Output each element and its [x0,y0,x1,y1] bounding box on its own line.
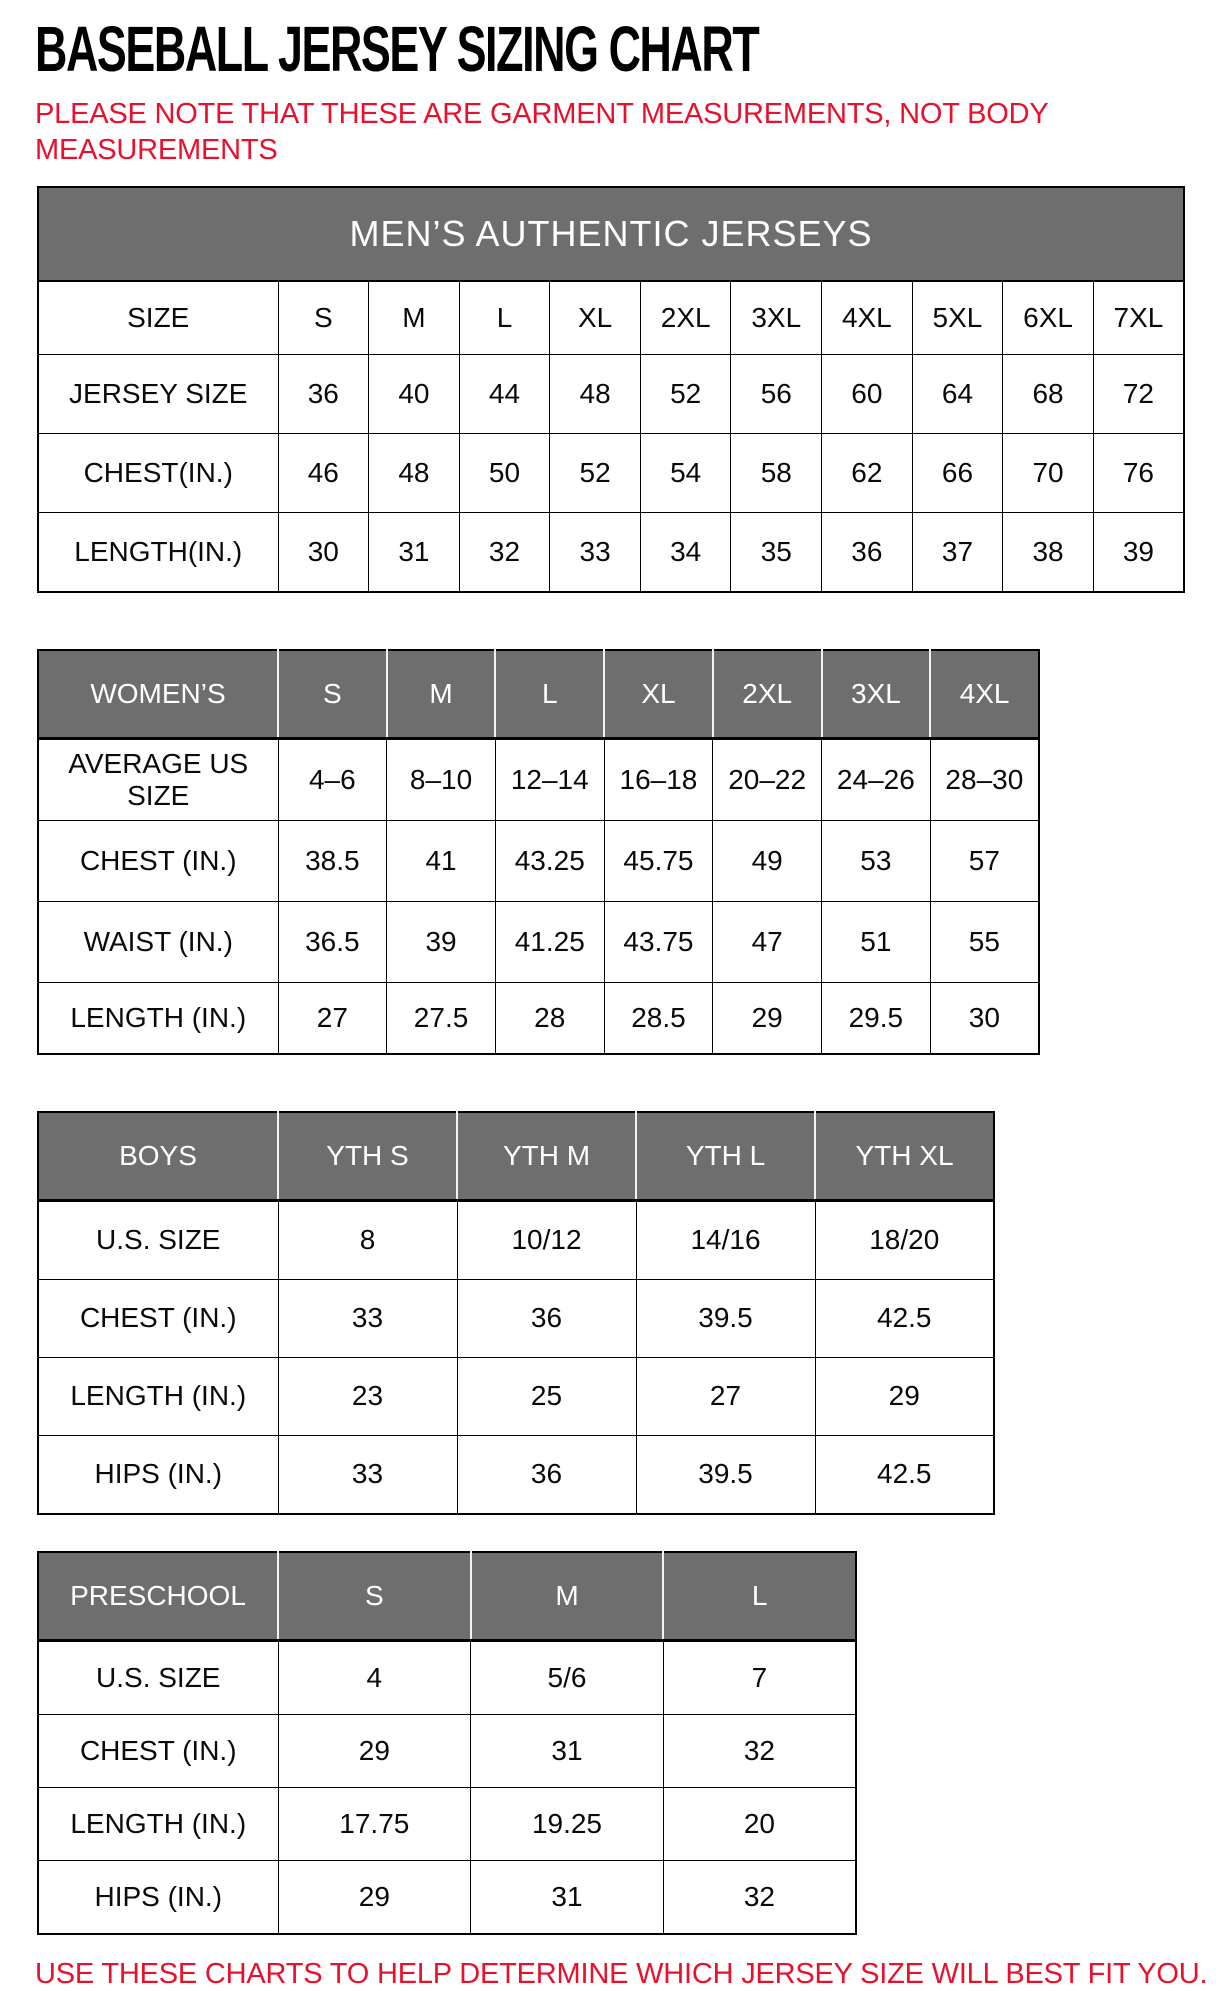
mens-size-column-header: S [278,281,369,355]
boys-row-label: U.S. SIZE [38,1201,278,1280]
preschool-header-row [38,1552,856,1641]
womens-value-cell: 27.5 [387,983,496,1055]
preschool-value-cell: 31 [471,1861,664,1935]
mens-value-cell: 44 [459,355,550,434]
womens-corner-label: WOMEN’S [38,650,278,739]
preschool-corner-label: PRESCHOOL [38,1552,278,1641]
preschool-value-cell: 32 [663,1861,856,1935]
mens-value-cell: 38 [1003,513,1094,593]
preschool-data-row [38,1641,856,1715]
womens-value-cell: 41 [387,821,496,902]
mens-value-cell: 46 [278,434,369,513]
womens-value-cell: 55 [930,902,1039,983]
womens-value-cell: 12–14 [495,739,604,821]
mens-value-cell: 35 [731,513,822,593]
mens-value-cell: 70 [1003,434,1094,513]
womens-value-cell: 49 [713,821,822,902]
womens-value-cell: 27 [278,983,387,1055]
womens-value-cell: 39 [387,902,496,983]
mens-size-column-header: M [369,281,460,355]
womens-data-row [38,983,1039,1055]
boys-value-cell: 36 [457,1436,636,1515]
boys-value-cell: 39.5 [636,1280,815,1358]
womens-size-column-header: 4XL [930,650,1039,739]
boys-value-cell: 14/16 [636,1201,815,1280]
womens-value-cell: 38.5 [278,821,387,902]
preschool-size-column-header: L [663,1552,856,1641]
mens-value-cell: 50 [459,434,550,513]
mens-value-cell: 72 [1093,355,1184,434]
boys-sizing-table [37,1111,995,1515]
womens-row-label: WAIST (IN.) [38,902,278,983]
mens-value-cell: 34 [640,513,731,593]
mens-value-cell: 48 [369,434,460,513]
mens-value-cell: 31 [369,513,460,593]
mens-size-column-header: 6XL [1003,281,1094,355]
boys-value-cell: 25 [457,1358,636,1436]
boys-row-label: LENGTH (IN.) [38,1358,278,1436]
mens-value-cell: 30 [278,513,369,593]
mens-size-column-header: 2XL [640,281,731,355]
preschool-value-cell: 19.25 [471,1788,664,1861]
womens-value-cell: 36.5 [278,902,387,983]
boys-data-row [38,1358,994,1436]
boys-size-column-header: YTH M [457,1112,636,1201]
mens-banner-title: MEN’S AUTHENTIC JERSEYS [38,187,1184,281]
mens-row-label: JERSEY SIZE [38,355,278,434]
womens-size-column-header: S [278,650,387,739]
boys-value-cell: 36 [457,1280,636,1358]
mens-value-cell: 64 [912,355,1003,434]
womens-value-cell: 47 [713,902,822,983]
mens-value-cell: 60 [822,355,913,434]
boys-size-column-header: YTH L [636,1112,815,1201]
womens-row-label: LENGTH (IN.) [38,983,278,1055]
womens-value-cell: 53 [822,821,931,902]
womens-value-cell: 45.75 [604,821,713,902]
boys-row-label: HIPS (IN.) [38,1436,278,1515]
boys-value-cell: 18/20 [815,1201,994,1280]
womens-value-cell: 20–22 [713,739,822,821]
mens-value-cell: 66 [912,434,1003,513]
boys-value-cell: 10/12 [457,1201,636,1280]
mens-size-column-header: XL [550,281,641,355]
mens-value-cell: 62 [822,434,913,513]
womens-row-label: CHEST (IN.) [38,821,278,902]
womens-size-column-header: XL [604,650,713,739]
preschool-value-cell: 5/6 [471,1641,664,1715]
mens-value-cell: 40 [369,355,460,434]
boys-value-cell: 33 [278,1280,457,1358]
mens-row-label: CHEST(IN.) [38,434,278,513]
preschool-data-row [38,1788,856,1861]
womens-size-column-header: 2XL [713,650,822,739]
womens-value-cell: 29.5 [822,983,931,1055]
mens-row-label: LENGTH(IN.) [38,513,278,593]
womens-value-cell: 41.25 [495,902,604,983]
boys-value-cell: 8 [278,1201,457,1280]
boys-value-cell: 39.5 [636,1436,815,1515]
note-line-1: PLEASE NOTE THAT THESE ARE GARMENT MEASUREMENTS, NOT BODY [35,98,1049,130]
mens-value-cell: 36 [278,355,369,434]
womens-sizing-table [37,649,1040,1055]
mens-value-cell: 52 [550,434,641,513]
womens-data-row [38,739,1039,821]
womens-size-column-header: L [495,650,604,739]
womens-value-cell: 8–10 [387,739,496,821]
mens-banner-row [38,187,1184,281]
womens-value-cell: 28.5 [604,983,713,1055]
womens-size-column-header: M [387,650,496,739]
boys-value-cell: 27 [636,1358,815,1436]
boys-value-cell: 42.5 [815,1280,994,1358]
mens-size-column-header: 4XL [822,281,913,355]
mens-size-column-header: 7XL [1093,281,1184,355]
mens-value-cell: 76 [1093,434,1184,513]
mens-size-column-header: 3XL [731,281,822,355]
boys-data-row [38,1280,994,1358]
boys-value-cell: 33 [278,1436,457,1515]
boys-row-label: CHEST (IN.) [38,1280,278,1358]
boys-data-row [38,1201,994,1280]
preschool-value-cell: 31 [471,1715,664,1788]
womens-header-row [38,650,1039,739]
boys-value-cell: 29 [815,1358,994,1436]
boys-value-cell: 23 [278,1358,457,1436]
mens-value-cell: 68 [1003,355,1094,434]
garment-measurements-note [35,96,1185,168]
preschool-value-cell: 7 [663,1641,856,1715]
mens-value-cell: 54 [640,434,731,513]
boys-size-column-header: YTH S [278,1112,457,1201]
mens-data-row [38,513,1184,593]
preschool-value-cell: 17.75 [278,1788,471,1861]
preschool-value-cell: 29 [278,1861,471,1935]
womens-value-cell: 4–6 [278,739,387,821]
preschool-value-cell: 20 [663,1788,856,1861]
womens-value-cell: 29 [713,983,822,1055]
mens-corner-label: SIZE [38,281,278,355]
preschool-data-row [38,1715,856,1788]
womens-value-cell: 24–26 [822,739,931,821]
boys-corner-label: BOYS [38,1112,278,1201]
womens-value-cell: 51 [822,902,931,983]
preschool-data-row [38,1861,856,1935]
mens-size-column-header: 5XL [912,281,1003,355]
mens-value-cell: 48 [550,355,641,434]
preschool-value-cell: 4 [278,1641,471,1715]
mens-value-cell: 52 [640,355,731,434]
mens-value-cell: 36 [822,513,913,593]
womens-value-cell: 57 [930,821,1039,902]
mens-data-row [38,434,1184,513]
mens-value-cell: 56 [731,355,822,434]
womens-value-cell: 28 [495,983,604,1055]
womens-value-cell: 30 [930,983,1039,1055]
boys-data-row [38,1436,994,1515]
mens-authentic-jerseys-table [37,186,1185,593]
womens-data-row [38,902,1039,983]
mens-value-cell: 33 [550,513,641,593]
preschool-size-column-header: S [278,1552,471,1641]
womens-value-cell: 16–18 [604,739,713,821]
boys-header-row [38,1112,994,1201]
note-line-2: MEASUREMENTS [35,134,278,166]
preschool-value-cell: 32 [663,1715,856,1788]
boys-value-cell: 42.5 [815,1436,994,1515]
preschool-value-cell: 29 [278,1715,471,1788]
preschool-sizing-table [37,1551,857,1935]
mens-data-row [38,355,1184,434]
preschool-row-label: HIPS (IN.) [38,1861,278,1935]
preschool-row-label: CHEST (IN.) [38,1715,278,1788]
page-title: BASEBALL JERSEY SIZING CHART [35,13,759,85]
womens-value-cell: 43.25 [495,821,604,902]
preschool-row-label: LENGTH (IN.) [38,1788,278,1861]
footer-note: USE THESE CHARTS TO HELP DETERMINE WHICH JERSEY SIZE WILL BEST FIT YOU. [35,1958,1208,1990]
mens-header-row [38,281,1184,355]
mens-value-cell: 37 [912,513,1003,593]
mens-value-cell: 39 [1093,513,1184,593]
mens-size-column-header: L [459,281,550,355]
womens-value-cell: 28–30 [930,739,1039,821]
womens-size-column-header: 3XL [822,650,931,739]
mens-value-cell: 58 [731,434,822,513]
mens-value-cell: 32 [459,513,550,593]
preschool-size-column-header: M [471,1552,664,1641]
womens-value-cell: 43.75 [604,902,713,983]
womens-row-label: AVERAGE US SIZE [38,739,278,821]
boys-size-column-header: YTH XL [815,1112,994,1201]
preschool-row-label: U.S. SIZE [38,1641,278,1715]
womens-data-row [38,821,1039,902]
